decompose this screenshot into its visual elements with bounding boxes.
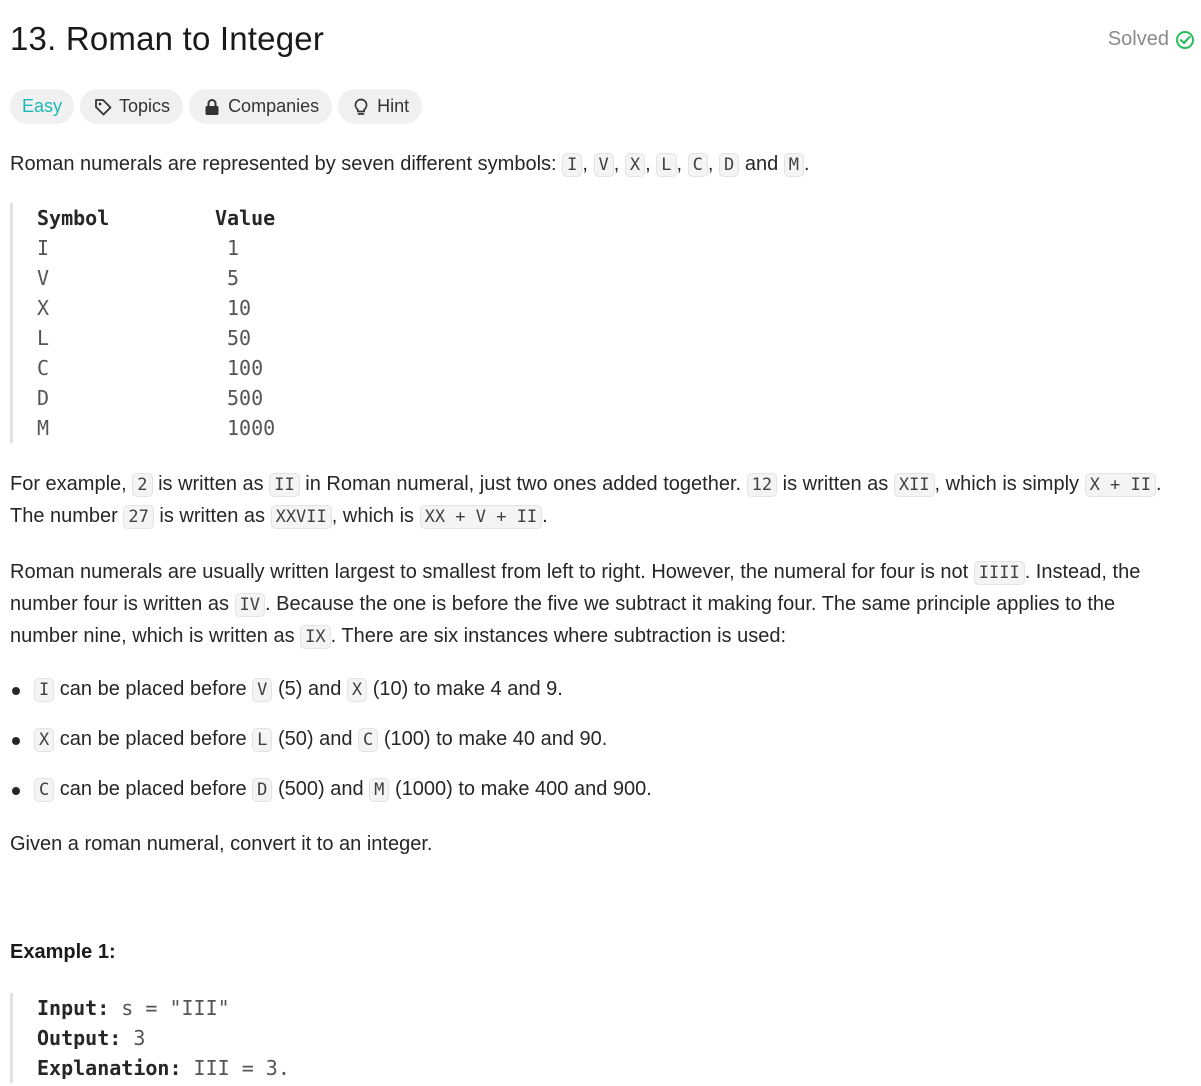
inline-code: 12: [747, 473, 777, 497]
symbol-cell: C: [37, 356, 50, 380]
inline-code: X + II: [1085, 473, 1156, 497]
text: . There are six instances where subtraction is used:: [330, 625, 787, 647]
symbol-cell: L: [37, 326, 50, 350]
table-row: [37, 413, 275, 443]
difficulty-badge[interactable]: [10, 89, 74, 124]
symbol-cell: X: [37, 296, 50, 320]
lightbulb-icon: [351, 97, 371, 117]
value-cell: 1: [227, 236, 240, 260]
text: (500) and: [272, 778, 370, 800]
inline-code: D: [252, 778, 272, 802]
inline-code: X: [347, 678, 367, 702]
inline-code: M: [369, 778, 389, 802]
symbol-cell: I: [37, 236, 50, 260]
topics-button[interactable]: [80, 89, 183, 124]
lock-icon: [202, 97, 222, 117]
symbol-header: Symbol: [37, 206, 110, 230]
text: is written as: [153, 505, 271, 527]
text: . The number: [10, 473, 1162, 527]
value-header: Value: [215, 206, 276, 230]
table-row: [37, 353, 275, 383]
output-label: Output:: [37, 1026, 122, 1050]
intro-paragraph: [10, 149, 1180, 181]
inline-code: IIII: [974, 561, 1025, 585]
inline-code: IV: [235, 593, 265, 617]
explanation-value: III = 3.: [181, 1056, 290, 1080]
text: is written as: [777, 473, 894, 495]
example-paragraph: [10, 469, 1180, 533]
example-title: Example 1:: [10, 941, 116, 963]
symbol-code: C: [688, 153, 708, 177]
example-explanation-line: [37, 1053, 290, 1083]
output-value: 3: [121, 1026, 146, 1050]
text: (1000) to make 400 and 900.: [389, 778, 652, 800]
solved-label: Solved: [1107, 28, 1169, 50]
companies-button[interactable]: [189, 89, 332, 124]
text: in Roman numeral, just two ones added together.: [299, 473, 747, 495]
table-row: [37, 293, 275, 323]
inline-code: V: [252, 678, 272, 702]
inline-code: XII: [894, 473, 935, 497]
text: can be placed before: [54, 728, 253, 750]
inline-code: C: [358, 728, 378, 752]
symbol-table: [10, 203, 275, 443]
inline-code: XXVII: [271, 505, 332, 529]
intro-text: Roman numerals are represented by seven different symbols:: [10, 153, 563, 175]
subtraction-rules-list: [10, 674, 652, 824]
value-cell: 100: [227, 356, 264, 380]
table-row: [37, 383, 275, 413]
example-input-line: [37, 993, 290, 1023]
separator: ,: [613, 153, 625, 175]
inline-code: I: [34, 678, 54, 702]
inline-code: IX: [300, 625, 330, 649]
text: Roman numerals are usually written largest to smallest from left to right. However, the numeral for four is not: [10, 561, 974, 583]
separator: .: [804, 153, 810, 175]
hint-button[interactable]: [338, 89, 422, 124]
text: (5) and: [272, 678, 347, 700]
solved-status: [1108, 28, 1195, 51]
difficulty-label: Easy: [22, 96, 63, 116]
table-row: [37, 233, 275, 263]
inline-code: II: [269, 473, 299, 497]
symbol-code: M: [784, 153, 804, 177]
explanation-label: Explanation:: [37, 1056, 182, 1080]
text: For example,: [10, 473, 133, 495]
inline-code: X: [34, 728, 54, 752]
tag-icon: [93, 97, 113, 117]
text: , which is: [331, 505, 420, 527]
symbol-code: D: [719, 153, 739, 177]
text: (50) and: [272, 728, 359, 750]
text: (100) to make 40 and 90.: [378, 728, 608, 750]
symbol-code: X: [625, 153, 645, 177]
text: .: [542, 505, 548, 527]
inline-code: XX + V + II: [420, 505, 543, 529]
list-item: [10, 724, 652, 774]
symbol-cell: M: [37, 416, 50, 440]
symbol-cell: V: [37, 266, 50, 290]
text: (10) to make 4 and 9.: [367, 678, 563, 700]
inline-code: 2: [132, 473, 152, 497]
inline-code: L: [252, 728, 272, 752]
hint-label: Hint: [377, 96, 410, 116]
value-cell: 50: [227, 326, 252, 350]
task-statement: Given a roman numeral, convert it to an integer.: [10, 833, 433, 855]
separator: ,: [676, 153, 688, 175]
tag-bar: [10, 89, 422, 124]
subtraction-paragraph: [10, 557, 1180, 653]
symbol-table-header: [37, 203, 275, 233]
list-item: [10, 774, 652, 824]
table-row: [37, 263, 275, 293]
symbol-code: L: [656, 153, 676, 177]
text: is written as: [152, 473, 270, 495]
text: . Instead, the number four is written as: [10, 561, 1141, 615]
symbol-code: V: [594, 153, 614, 177]
problem-title[interactable]: 13. Roman to Integer: [10, 20, 325, 57]
value-cell: 5: [227, 266, 240, 290]
symbol-code: I: [562, 153, 582, 177]
inline-code: 27: [123, 505, 153, 529]
separator: ,: [645, 153, 657, 175]
separator: ,: [582, 153, 594, 175]
text: , which is simply: [934, 473, 1085, 495]
inline-code: C: [34, 778, 54, 802]
value-cell: 1000: [227, 416, 276, 440]
input-label: Input:: [37, 996, 110, 1020]
text: can be placed before: [54, 678, 253, 700]
example-output-line: [37, 1023, 290, 1053]
title-row: [10, 20, 1195, 64]
example-block: [10, 993, 290, 1083]
text: can be placed before: [54, 778, 253, 800]
table-row: [37, 323, 275, 353]
symbol-cell: D: [37, 386, 50, 410]
topics-label: Topics: [119, 96, 171, 116]
companies-label: Companies: [228, 96, 320, 116]
text: . Because the one is before the five we subtract it making four. The same principle applies to the number nine, which is written as: [10, 593, 1116, 647]
value-cell: 10: [227, 296, 252, 320]
list-item: [10, 674, 652, 724]
separator: and: [739, 153, 784, 175]
value-cell: 500: [227, 386, 264, 410]
input-value: s = "III": [109, 996, 230, 1020]
check-circle-icon: [1175, 30, 1195, 50]
separator: ,: [707, 153, 720, 175]
